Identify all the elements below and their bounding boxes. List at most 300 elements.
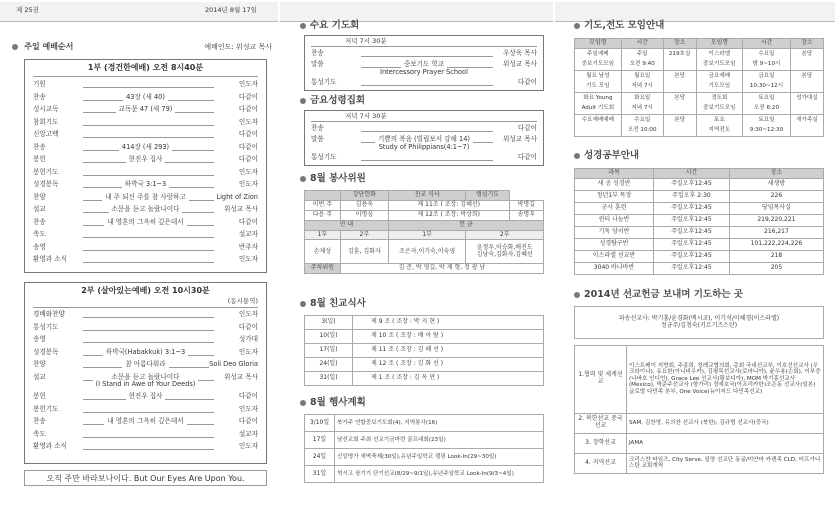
row-content: 414장 (새 293): [119, 143, 172, 151]
row-content: 현진우 집사: [126, 392, 166, 400]
service-table-wrap: [304, 190, 544, 274]
row-leader: 다같이: [238, 322, 258, 331]
parking-names: 김 준, 박 영길, 박 재 형, 정 광 남: [340, 264, 543, 274]
row-label: 찬양: [33, 192, 46, 201]
cell: 본당: [663, 92, 696, 103]
cell: 17일: [305, 432, 335, 449]
cell: 31일: [305, 466, 335, 483]
table-row: [575, 202, 824, 214]
leader-line: [83, 262, 214, 263]
cell: 혁시고 장기기 단기선교(8/29~9/1일),유년주일학교 Look-In(9/3~4일): [335, 466, 544, 483]
table-row: [305, 316, 544, 330]
sub-header: 1부: [305, 230, 341, 240]
cell: [790, 81, 823, 92]
mission-top: [575, 307, 824, 339]
leader-line: [361, 85, 493, 86]
mission-top-line: 파송선교사: 박기홍/윤경화(멕시코), 이기석/이혜경(이스라엘): [618, 314, 780, 322]
wed-header: [300, 21, 359, 32]
table-row: [575, 433, 824, 453]
cell: 219호실: [663, 48, 696, 59]
row-leader: 인도자: [238, 442, 258, 450]
row-leader: 다같이: [517, 153, 537, 161]
events-table-wrap: [304, 414, 544, 483]
first-service-rows: [33, 81, 258, 269]
service-header: [300, 174, 366, 185]
wed-time: 저녁 7시 30분: [311, 38, 537, 47]
row-leader: 인도자: [238, 310, 258, 318]
cell: 본당: [663, 70, 696, 81]
row-label: 성경봉독: [33, 347, 59, 356]
table-row: [575, 81, 824, 92]
table-row: [575, 214, 824, 226]
prayer-table-wrap: [574, 38, 824, 137]
row-leader: 위성교 목사: [224, 205, 258, 213]
cell-line: 윤정우,이승화,배진도: [476, 244, 533, 252]
row-leader: 위성교 목사: [224, 372, 258, 381]
row-label: 봉헌: [33, 392, 46, 400]
column-header: 캠심기도: [466, 191, 509, 201]
cell: 저녁 7시: [621, 103, 663, 114]
mission-header: [574, 290, 743, 301]
row-label: 찬송: [33, 92, 46, 101]
row-label: 설교: [33, 372, 46, 381]
cell: 101,222,224,226: [729, 238, 823, 250]
table-row: [575, 453, 824, 473]
cell: 1.협력 및 세계선교: [575, 345, 627, 413]
row-label: 찬송: [311, 49, 324, 57]
cell: 3(일): [305, 316, 353, 330]
row-label: 봉헌: [33, 155, 46, 163]
column-header: [305, 191, 341, 201]
cell: 오전 6:20: [743, 103, 791, 114]
row-content: 참 아름다워라: [122, 360, 168, 368]
leader-line: [361, 160, 493, 161]
row-leader: 반주자: [238, 242, 258, 251]
cell: 새생방: [729, 178, 823, 190]
cell: 주일오후12:45: [654, 202, 730, 214]
mission-table: [574, 306, 824, 345]
second-service-box: [24, 282, 267, 464]
cell: 제 12조 ( 조장: 박상희): [388, 210, 509, 220]
cell: 216,217: [729, 226, 823, 238]
fellowship-title: 8월 친교식사: [310, 298, 366, 309]
cell: 월요 남성: [575, 70, 622, 81]
table-row: [575, 178, 824, 190]
leader-line: [83, 250, 214, 251]
cell: 경도회: [696, 92, 743, 103]
cell: 박명길: [509, 200, 543, 210]
order-row: [311, 79, 537, 90]
order-row: [33, 181, 258, 194]
cell: [790, 125, 823, 136]
table-row: [575, 103, 824, 114]
table-row: [575, 250, 824, 262]
table-row: [575, 92, 824, 103]
cell: 당임목사실: [729, 202, 823, 214]
cell: 3040 바나바반: [575, 262, 654, 274]
row-label: 참회기도: [33, 117, 59, 126]
leader-line: [83, 125, 214, 126]
first-service-box: [24, 59, 267, 273]
second-service-title: 2부 (살아있는예배) 오전 10시30분: [81, 286, 210, 295]
cell: 화요일: [621, 92, 663, 103]
column-header: 시간: [621, 39, 663, 49]
row-label: 말씀: [311, 60, 324, 68]
table-row: [575, 70, 824, 81]
leader-line: [83, 237, 214, 238]
cell: 10:30~12시: [743, 81, 791, 92]
cell: 제 1 조 ( 조장 : 김 옥 연 ): [353, 372, 544, 386]
page-header: [0, 2, 278, 22]
fri-title: 금요성령집회: [310, 95, 366, 106]
cell: 송명우: [509, 210, 543, 220]
row-content: 내 영혼의 그윽히 깊은데서: [104, 218, 186, 226]
row-leader: 위성교 목사: [503, 60, 537, 68]
table-row: [305, 415, 544, 432]
row-label: 성시교독: [33, 105, 59, 113]
row-subcontent: Intercessory Prayer School: [377, 68, 471, 76]
fri-header: [300, 96, 365, 107]
column2-header-band: [280, 2, 553, 22]
row-label: 축도: [33, 429, 46, 438]
cell: 금요일: [743, 70, 791, 81]
row-label: 찬송: [33, 217, 46, 226]
order-row: [33, 106, 258, 119]
cell: 밤 9~10시: [743, 59, 791, 70]
order-row: [33, 393, 258, 406]
cell: 17(일): [305, 344, 353, 358]
row-subcontent: (I Stand in Awe of Your Deeds): [93, 380, 199, 388]
order-row: [33, 418, 258, 431]
leader-line: [361, 56, 493, 57]
cell: 크리스챤 타임즈, City Serve, 일양 선교단 동굴/미얀마 카렌족 CLD, 어프가니스탄 교회개척: [627, 453, 824, 473]
cell: [790, 59, 823, 70]
row-leader: 다같이: [238, 217, 258, 226]
mission-title: 2014년 선교헌금 보내며 기도하는 곳: [584, 289, 743, 300]
row-content: 소문을 듣고 놀랐나이다: [109, 205, 183, 213]
sub-header: 2부: [466, 230, 544, 240]
table-row: [305, 344, 544, 358]
study-title: 성경공부안내: [584, 150, 640, 161]
cell: 주일: [621, 48, 663, 59]
wed-box: [304, 35, 544, 91]
cell: 제 11조 ( 조장: 김혜선): [388, 200, 509, 210]
mission-top-line: 정금주/김청숙(키르기즈스탄): [660, 321, 738, 329]
cell: 퀸티 나눔반: [575, 214, 654, 226]
row-leader: 인도자: [238, 117, 258, 126]
cell: 이스트베이 지방회, 주종희, 칭례교협의회, 총회 국내선교부, 이호선선교사 (우크라이나), 유요한(아니비우카), 김평목선교사(로마니아), 윤우용(슨회), 이부중(나바호 인디언), Grace Lee 선교사(황보디아), MOM 박기홍선교사 (Mexico), 박준주선교사 (항가리) 정예호국(아프리카한)조은동 선교사(일본) 글로벌 다민족 본부, One Voice(뉴이저드 다민족선교): [627, 345, 824, 413]
cell: 중보기도모임: [696, 59, 743, 70]
leader-line: [83, 87, 214, 88]
row-label: 환영과 소식: [33, 442, 67, 450]
row-label: 설교: [33, 205, 46, 213]
cell: 지역전도: [696, 125, 743, 136]
table-row: [575, 190, 824, 202]
cell: [575, 125, 622, 136]
column-header: 장소: [729, 169, 823, 179]
bullet-icon: [300, 176, 306, 182]
row-leader: 다같이: [238, 417, 258, 425]
column-header: 친교 식사: [388, 191, 466, 201]
row-leader: 다같이: [238, 392, 258, 400]
row-leader: 다같이: [238, 130, 258, 138]
table-row: [575, 226, 824, 238]
row-label: 찬양: [33, 360, 46, 368]
row-leader: 설교자: [238, 429, 258, 438]
row-label: 축도: [33, 230, 46, 238]
row-content: 내 주 되신 주를 참 사랑하고: [102, 193, 189, 201]
mission-rows: [574, 345, 824, 474]
fri-time: 저녁 7시 30분: [311, 113, 537, 122]
bullet-icon: [300, 400, 306, 406]
row-leader: 인도자: [238, 255, 258, 263]
cell: 토요일: [743, 114, 791, 125]
row-leader: 위성교 목사: [503, 135, 537, 143]
cell: [466, 240, 544, 264]
fellowship-table-wrap: [304, 315, 544, 386]
row-leader: 인도자: [238, 180, 258, 188]
service-table: [304, 190, 544, 274]
row-leader: 인도자: [238, 80, 258, 88]
order-row: [33, 81, 258, 94]
row-label: 성경봉독: [33, 180, 59, 188]
study-table-wrap: [574, 168, 824, 275]
cell: 24일: [305, 449, 335, 466]
cell: 이번 주: [305, 200, 341, 210]
table-row: [305, 466, 544, 483]
cell: 주일예배: [575, 48, 622, 59]
table-row: [575, 413, 824, 433]
row-leader: 우상욱 목사: [503, 49, 537, 57]
order-row: [311, 61, 537, 79]
cell: 토요일: [743, 92, 791, 103]
cell-line: 김낭숙,김화자,김혜선: [476, 250, 533, 258]
order-row: [33, 156, 258, 169]
order-row: [33, 336, 258, 349]
cell: 신앙명가 새벽축제(30일),유년주일학교 캠핑 Look-In(29~30일): [335, 449, 544, 466]
row-leader: Light of Zion: [216, 192, 258, 201]
study-header: [574, 151, 639, 162]
row-label: 기원: [33, 80, 46, 88]
order-header: [12, 42, 272, 51]
cell: 31(일): [305, 372, 353, 386]
column-header: 장소: [663, 39, 696, 49]
table-row: [575, 238, 824, 250]
cell: 주일오후12:45: [654, 262, 730, 274]
row-leader: 다같이: [238, 92, 258, 101]
cell: 기독 양서반: [575, 226, 654, 238]
prayer-table: [574, 38, 824, 137]
row-label: 경배와찬양: [33, 310, 65, 318]
table-row: [575, 345, 824, 413]
leader-line: [83, 330, 214, 331]
row-content: 교독문 47 (새 79): [116, 105, 176, 113]
row-label: 찬송: [33, 417, 46, 425]
table-row: [575, 262, 824, 274]
cell: 주일오후12:45: [654, 178, 730, 190]
bullet-icon: [574, 23, 580, 29]
row-content: 하박국(Habakkuk) 3:1~3: [103, 348, 188, 356]
cell: 226: [729, 190, 823, 202]
order-row: [33, 219, 258, 232]
table-row: [575, 125, 824, 136]
cell: 주일오후12:45: [654, 250, 730, 262]
column-header: 장소: [790, 39, 823, 49]
mission-table-wrap: [574, 306, 824, 474]
cell: 청년1부 목장: [575, 190, 654, 202]
service-title: 8월 봉사위원: [310, 173, 366, 184]
column-header: 모임명: [696, 39, 743, 49]
leader-line: [83, 449, 214, 450]
cell: 10(일): [305, 330, 353, 344]
row-content: 현진우 집사: [126, 155, 166, 163]
cell: 기도 모임: [575, 81, 622, 92]
table-row: [305, 449, 544, 466]
row-label: 말씀: [311, 135, 324, 143]
issue: 제 25권: [16, 6, 39, 14]
offering-header: 헌 금: [388, 220, 543, 230]
bullet-icon: [12, 44, 18, 50]
table-row: [575, 114, 824, 125]
leader-line: [83, 317, 214, 318]
cell: 김훈, 김화자: [340, 240, 388, 264]
cell: Adult 기도회: [575, 103, 622, 114]
row-leader: 인도자: [238, 404, 258, 413]
row-leader: 다같이: [238, 155, 258, 163]
cell: 성가대실: [790, 92, 823, 103]
cell: 중보기도모임: [696, 103, 743, 114]
cell: SAM, 김찬영, 유의찬 선교사 (북한), 김규범 선교사(중국): [627, 413, 824, 433]
cell: [663, 59, 696, 70]
row-label: 봉헌기도: [33, 404, 59, 413]
row-label: 송영: [33, 242, 46, 251]
cell: 3/10일: [305, 415, 335, 432]
prayer-title: 기도,전도 모임안내: [584, 20, 665, 31]
cell: 수요일: [621, 114, 663, 125]
prayer-header: [574, 21, 664, 32]
cell: 9:30~12:30: [743, 125, 791, 136]
leader-line: [361, 131, 493, 132]
cell: [663, 125, 696, 136]
table-row: [305, 330, 544, 344]
row-content: 43장 (새 40): [123, 93, 168, 101]
date: 2014년 8월 17일: [205, 6, 257, 14]
fri-box: [304, 110, 544, 166]
fellowship-header: [300, 299, 366, 310]
motto: 오직 주만 바라보나이다. But Our Eyes Are Upon You.: [24, 470, 267, 486]
row-leader: 다같이: [238, 105, 258, 113]
row-leader: Soli Deo Gloria: [209, 360, 258, 368]
bullet-icon: [574, 292, 580, 298]
cell: [663, 81, 696, 92]
cell: 월요일: [621, 70, 663, 81]
bullet-icon: [574, 153, 580, 159]
second-service-rows: [33, 311, 258, 456]
cell: 중보기도모임: [575, 59, 622, 70]
cell: 2. 북한선교 중국선교: [575, 413, 627, 433]
cell: [663, 103, 696, 114]
order-row: [33, 256, 258, 269]
cell: 주일오후12:45: [654, 238, 730, 250]
cell: 이스라엘 선교반: [575, 250, 654, 262]
cell: 김용욱: [340, 200, 388, 210]
events-table: [304, 414, 544, 483]
bullet-icon: [300, 23, 306, 29]
row-leader: 다같이: [517, 124, 537, 132]
cell: 이명심: [340, 210, 388, 220]
cell: 화요 Young: [575, 92, 622, 103]
cell: 4. 지역선교: [575, 453, 627, 473]
row-content: 기쁨의 복음 (빌립보서 강해 14): [375, 135, 473, 143]
leader-line: [83, 137, 214, 138]
cell: 본당: [790, 70, 823, 81]
leader-line: [83, 342, 214, 343]
cell: 주일오후12:45: [654, 226, 730, 238]
row-leader: 성가대: [238, 335, 258, 343]
bullet-icon: [300, 98, 306, 104]
wed-title: 수요 기도회: [310, 20, 360, 31]
row-content: 소문을 듣고 놀랐나이다: [109, 373, 183, 381]
cell: 주일오후 2:30: [654, 190, 730, 202]
study-table: [574, 168, 824, 275]
order-row: [33, 324, 258, 337]
row-content: 내 영혼의 그윽히 깊은데서: [104, 417, 186, 425]
row-content: 하박국 3:1~3: [122, 180, 170, 188]
leader-line: [83, 437, 214, 438]
sub-header: 2부: [340, 230, 388, 240]
order-row: [311, 136, 537, 154]
order-row: [33, 374, 258, 394]
row-leader: 다같이: [238, 142, 258, 151]
cell: 성경탐구반: [575, 238, 654, 250]
order-row: [33, 361, 258, 374]
first-service-title: 1부 (경건한예배) 오전 8시40분: [33, 63, 258, 77]
order-row: [311, 154, 537, 165]
column-header: 모임명: [575, 39, 622, 49]
row-label: 찬송: [311, 124, 324, 132]
cell: 오전 10:00: [621, 125, 663, 136]
cell: 이스라엘: [696, 48, 743, 59]
cell: 오전 9:40: [621, 59, 663, 70]
table-row: [305, 432, 544, 449]
table-row: [305, 372, 544, 386]
cell: [790, 103, 823, 114]
events-header: [300, 398, 366, 409]
cell: 다음 주: [305, 210, 341, 220]
fellowship-table: [304, 315, 544, 386]
order-title: 주일 예배순서: [24, 42, 74, 51]
table-row: [575, 59, 824, 70]
cell: 본당: [663, 114, 696, 125]
order-row: [33, 131, 258, 144]
leader-line: [83, 412, 214, 413]
second-service-note: (동시통역): [33, 298, 258, 308]
cell: 수요일: [743, 48, 791, 59]
cell: 제 9 조 ( 조장 : 박 지 현 ): [353, 316, 544, 330]
sub-header: 1부: [388, 230, 466, 240]
row-label: 찬송: [33, 142, 46, 151]
column-header: 시간: [654, 169, 730, 179]
row-label: 통성기도: [311, 153, 337, 161]
cell: 조은자,이기숙,이숙영: [388, 240, 466, 264]
column-header: 강단헌화: [340, 191, 388, 201]
row-leader: 인도자: [238, 347, 258, 356]
order-row: [33, 206, 258, 219]
cell: 손재성: [305, 240, 341, 264]
column-header: 시간: [743, 39, 791, 49]
cell: 3. 장학선교: [575, 433, 627, 453]
cell: 새 공 성경반: [575, 178, 654, 190]
